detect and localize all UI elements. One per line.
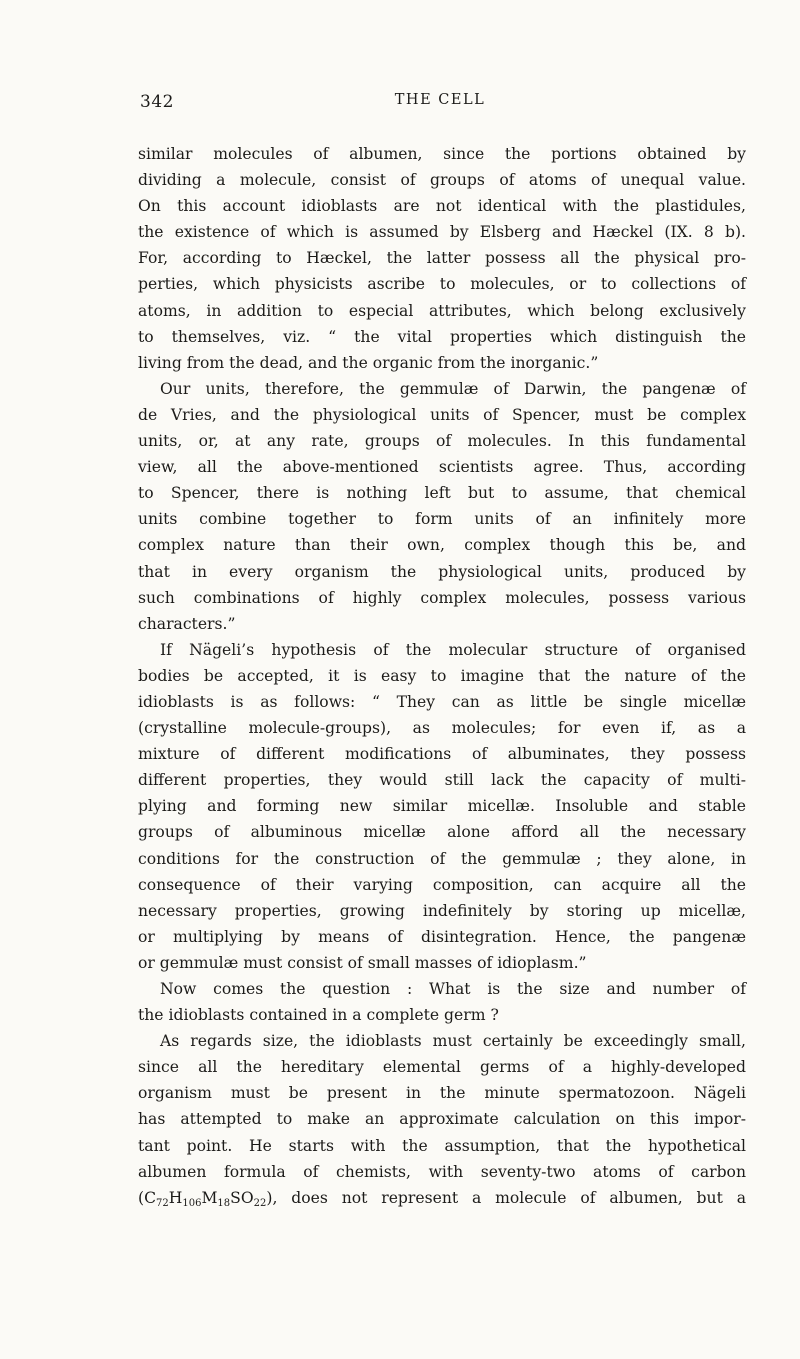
text-line: idioblasts is as follows: “ They can as little be single micellæ — [138, 692, 746, 711]
paragraph-start-line: Now comes the question : What is the size and number of — [160, 980, 746, 998]
formula-m: M — [201, 1188, 218, 1207]
text-line: to Spencer, there is nothing left but to assume, that chemical — [138, 484, 746, 503]
formula-line — [138, 1185, 746, 1211]
text-line: or gemmulæ must consist of small masses of idioplasm.” — [138, 953, 587, 972]
text-line: atoms, in addition to especial attributes, which belong exclusively — [138, 301, 746, 320]
text-line: that in every organism the physiological units, produced by — [138, 562, 746, 581]
formula-subscript-hydrogen: 106 — [182, 1197, 202, 1209]
text-line: has attempted to make an approximate calculation on this impor- — [138, 1110, 746, 1129]
text-line: such combinations of highly complex molecules, possess various — [138, 588, 746, 607]
text-line: plying and forming new similar micellæ. Insoluble and stable — [138, 797, 746, 816]
text-line: perties, which physicists ascribe to molecules, or to collections of — [138, 275, 746, 294]
formula-subscript-m: 18 — [217, 1197, 231, 1209]
page-number: 342 — [140, 92, 174, 112]
text-line: On this account idioblasts are not identical with the plastidules, — [138, 197, 746, 216]
text-line: since all the hereditary elemental germs of a highly-developed — [138, 1058, 746, 1077]
formula-subscript-so: 22 — [253, 1197, 267, 1209]
text-line: units, or, at any rate, groups of molecules. In this fundamental — [138, 432, 746, 451]
formula-rest: ), does not represent a molecule of albumen, but a — [266, 1188, 746, 1207]
formula-subscript-carbon: 72 — [156, 1197, 169, 1209]
text-line: living from the dead, and the organic from the inorganic.” — [138, 353, 599, 372]
text-line: bodies be accepted, it is easy to imagine that the nature of the — [138, 666, 746, 685]
text-line: complex nature than their own, complex though this be, and — [138, 536, 746, 555]
text-line: different properties, they would still lack the capacity of multi- — [138, 771, 746, 790]
text-line: the existence of which is assumed by Elsberg and Hæckel (IX. 8 b). — [138, 223, 746, 242]
text-line: de Vries, and the physiological units of Spencer, must be complex — [138, 405, 746, 424]
text-line: (crystalline molecule-groups), as molecules; for even if, as a — [138, 719, 746, 738]
text-line: units combine together to form units of an infinitely more — [138, 510, 746, 529]
running-head — [140, 92, 740, 116]
text-line: tant point. He starts with the assumption, that the hypothetical — [138, 1136, 746, 1155]
text-line: groups of albuminous micellæ alone afford all the necessary — [138, 823, 746, 842]
text-line: mixture of different modifications of albuminates, they possess — [138, 745, 746, 764]
text-line: albumen formula of chemists, with seventy-two atoms of carbon — [138, 1162, 746, 1181]
text-line: to themselves, viz. “ the vital properties which distinguish the — [138, 327, 746, 346]
text-line: view, all the above-mentioned scientists agree. Thus, according — [138, 458, 746, 477]
running-title: THE CELL — [394, 92, 486, 108]
paragraph-start-line: If Nägeli’s hypothesis of the molecular structure of organised — [160, 640, 746, 659]
text-line: characters.” — [138, 614, 236, 633]
text-line: similar molecules of albumen, since the portions obtained by — [138, 145, 746, 163]
text-line: organism must be present in the minute spermatozoon. Nägeli — [138, 1084, 746, 1103]
text-line: For, according to Hæckel, the latter possess all the physical pro- — [138, 249, 746, 268]
formula-open: (C — [138, 1188, 157, 1207]
text-line: dividing a molecule, consist of groups of atoms of unequal value. — [138, 171, 746, 190]
text-line: consequence of their varying composition, can acquire all the — [138, 875, 746, 894]
body-text — [138, 141, 746, 1211]
paragraph-start-line: Our units, therefore, the gemmulæ of Darwin, the pangenæ of — [160, 379, 746, 398]
text-line: necessary properties, growing indefinitely by storing up micellæ, — [138, 901, 746, 920]
paragraph-start-line: As regards size, the idioblasts must certainly be exceedingly small, — [160, 1032, 746, 1051]
text-line: or multiplying by means of disintegration. Hence, the pangenæ — [138, 927, 746, 946]
text-line: conditions for the construction of the gemmulæ ; they alone, in — [138, 849, 746, 868]
formula-so: SO — [230, 1188, 254, 1207]
text-line: the idioblasts contained in a complete germ ? — [138, 1006, 499, 1025]
formula-hydrogen: H — [168, 1188, 183, 1207]
